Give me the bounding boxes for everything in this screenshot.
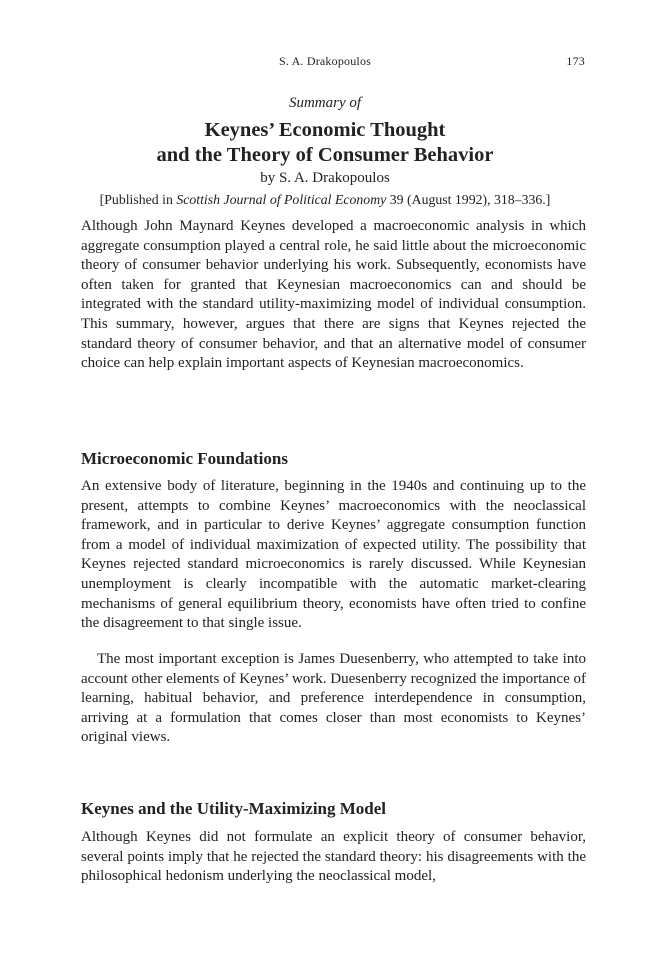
publication-note <box>0 192 650 208</box>
abstract-paragraph: Although John Maynard Keynes developed a macroeconomic analysis in which aggregate consumption played a central role, he said little about the microeconomic theory of consumer behavior underlying his work. Subsequently, economists have often taken for granted that Keynesian macroeconomics can and should be integrated with the standard utility-maximizing model of individual consumption. This summary, however, argues that there are signs that Keynes rejected the standard theory of consumer behavior, and that an alternative model of consumer choice can help explain important aspects of Keynesian macroeconomics. <box>81 218 586 372</box>
body-paragraph: The most important exception is James Duesenberry, who attempted to take into account other elements of Keynes’ work. Duesenberry recognized the importance of learning, habitual behavior, and preference interdependence in consumption, arriving at a formulation that comes closer than most economists to Keynes’ original views. <box>81 651 586 746</box>
article-title <box>0 118 650 168</box>
page-number: 173 <box>566 54 585 68</box>
journal-name: Scottish Journal of Political Economy <box>176 192 387 207</box>
section-heading-microeconomic-foundations: Microeconomic Foundations <box>81 449 288 468</box>
summary-label: Summary of <box>288 95 362 111</box>
running-head-author: S. A. Drakopoulos <box>278 54 372 68</box>
section-heading-utility-maximizing-model: Keynes and the Utility-Maximizing Model <box>81 799 387 818</box>
byline: by S. A. Drakopoulos <box>260 170 390 186</box>
body-paragraph: An extensive body of literature, beginning in the 1940s and continuing up to the present, attempts to combine Keynes’ macroeconomics with the neoclassical framework, and in particular to derive Keynes’ aggregate consumption function from a model of individual maximization of expected utility. The possibility that Keynes rejected standard microeconomics is rarely discussed. While Keynesian unemployment is clearly incompatible with the automatic market-clearing mechanisms of general equilibrium theory, economists have often tried to confine the disagreement to that single issue. <box>81 478 586 632</box>
publication-prefix: [Published in <box>99 192 177 207</box>
title-line-2: and the Theory of Consumer Behavior <box>156 144 494 166</box>
title-line-1: Keynes’ Economic Thought <box>204 119 446 141</box>
publication-suffix: 39 (August 1992), 318–336.] <box>386 192 551 207</box>
body-paragraph: Although Keynes did not formulate an explicit theory of consumer behavior, several points imply that he rejected the standard theory: his disagreements with the philosophical hedonism underlying the neoclassical model, <box>81 829 586 885</box>
